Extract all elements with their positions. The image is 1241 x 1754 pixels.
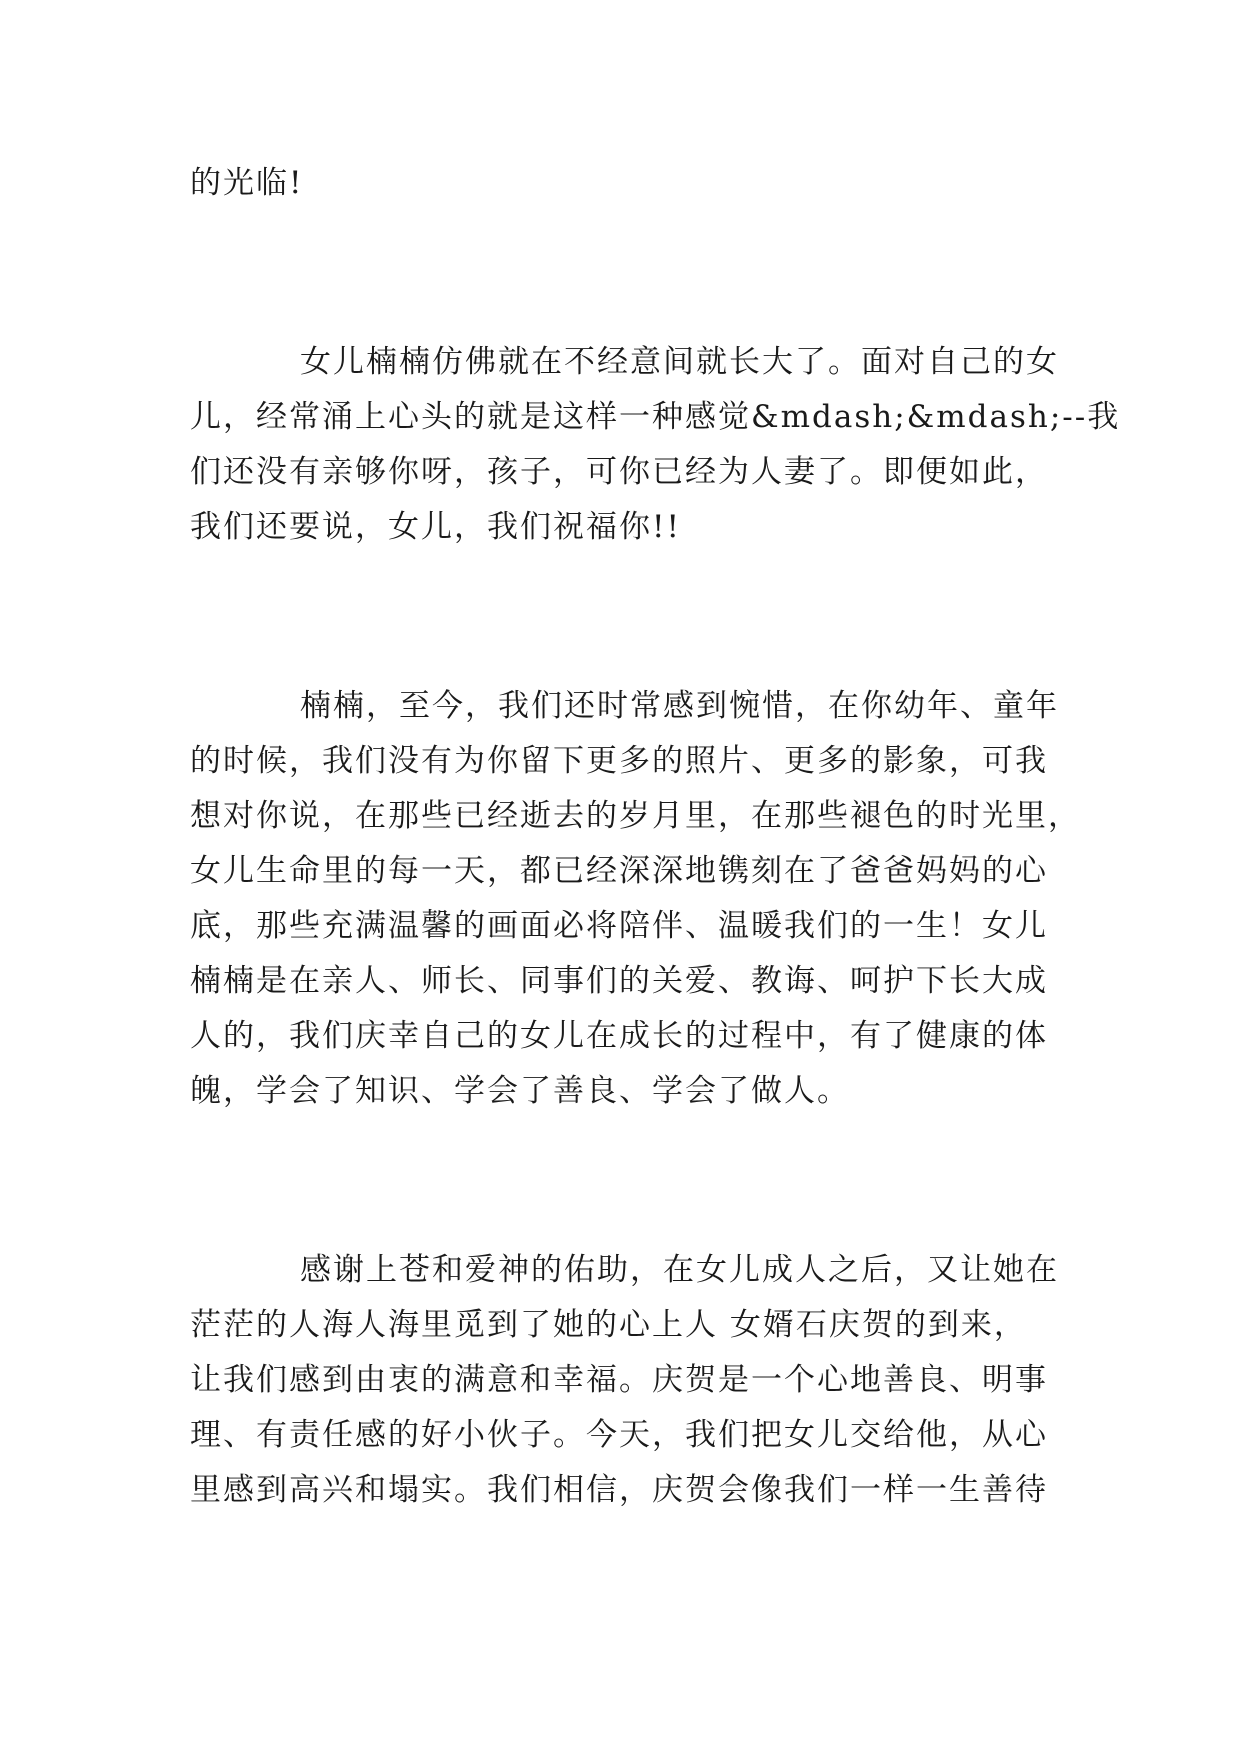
text-line: 我们还要说，女儿，我们祝福你!! <box>190 509 681 545</box>
text-line: 楠楠，至今，我们还时常感到惋惜，在你幼年、童年 <box>300 688 1059 724</box>
text-line: 的时候，我们没有为你留下更多的照片、更多的影象，可我 <box>190 743 1048 779</box>
text-line: 让我们感到由衷的满意和幸福。庆贺是一个心地善良、明事 <box>190 1362 1048 1398</box>
text-line: 人的，我们庆幸自己的女儿在成长的过程中，有了健康的体 <box>190 1018 1048 1054</box>
text-line: 楠楠是在亲人、师长、同事们的关爱、教诲、呵护下长大成 <box>190 963 1048 999</box>
text-line: 感谢上苍和爱神的佑助，在女儿成人之后，又让她在 <box>300 1252 1059 1288</box>
text-line: 女儿楠楠仿佛就在不经意间就长大了。面对自己的女 <box>300 344 1059 380</box>
text-line: 们还没有亲够你呀，孩子，可你已经为人妻了。即便如此， <box>190 454 1048 490</box>
text-line: 魄，学会了知识、学会了善良、学会了做人。 <box>190 1073 850 1109</box>
text-line: 茫茫的人海人海里觅到了她的心上人 女婿石庆贺的到来， <box>190 1307 1027 1343</box>
text-line: 的光临! <box>190 165 304 201</box>
text-line: 想对你说，在那些已经逝去的岁月里，在那些褪色的时光里， <box>190 798 1081 834</box>
text-line: 底，那些充满温馨的画面必将陪伴、温暖我们的一生！女儿 <box>190 908 1048 944</box>
text-line: 里感到高兴和塌实。我们相信，庆贺会像我们一样一生善待 <box>190 1472 1048 1508</box>
text-line: 理、有责任感的好小伙子。今天，我们把女儿交给他，从心 <box>190 1417 1048 1453</box>
text-line: 女儿生命里的每一天，都已经深深地镌刻在了爸爸妈妈的心 <box>190 853 1048 889</box>
text-line: 儿，经常涌上心头的就是这样一种感觉&mdash;&mdash;--我 <box>190 399 1121 435</box>
